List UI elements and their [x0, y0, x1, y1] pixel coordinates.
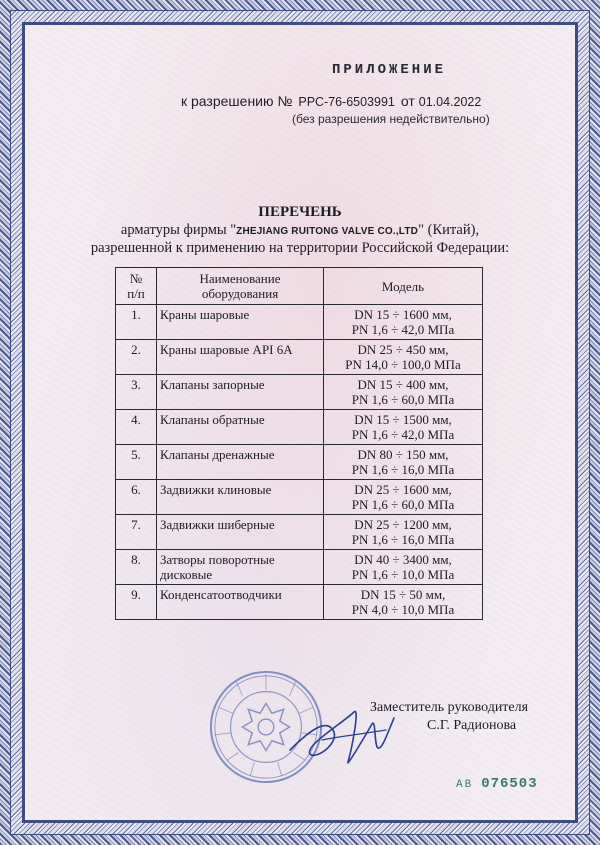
header-name: Наименование оборудования — [157, 268, 324, 305]
model-dn-range: DN 15 ÷ 1500 мм, — [354, 412, 452, 427]
row-number: 1. — [116, 305, 157, 340]
model-pn-range: PN 4,0 ÷ 10,0 МПа — [351, 602, 455, 617]
model-dn-range: DN 80 ÷ 150 мм, — [357, 447, 449, 462]
permit-date-label: от — [400, 93, 415, 109]
table-header-row — [116, 268, 483, 305]
list-subtitle-scope: разрешенной к применению на территории Российской Федерации: — [90, 240, 510, 256]
equipment-model — [324, 410, 483, 445]
equipment-name: Клапаны запорные — [157, 375, 324, 410]
model-pn-range: PN 1,6 ÷ 10,0 МПа — [351, 567, 455, 582]
table-row — [116, 410, 483, 445]
firm-name: ZHEJIANG RUITONG VALVE CO.,LTD — [236, 226, 419, 237]
model-pn-range: PN 1,6 ÷ 42,0 МПа — [351, 322, 455, 337]
subtitle-prefix: арматуры фирмы " — [120, 222, 237, 238]
equipment-name: Краны шаровые — [157, 305, 324, 340]
model-pn-range: PN 1,6 ÷ 60,0 МПа — [351, 392, 455, 407]
model-pn-range: PN 1,6 ÷ 16,0 МПа — [351, 532, 455, 547]
equipment-model — [324, 480, 483, 515]
signatory-name: С.Г. Радионова — [427, 718, 517, 733]
equipment-name: Клапаны дренажные — [157, 445, 324, 480]
list-subtitle-firm — [0, 222, 600, 239]
equipment-name: Задвижки шиберные — [157, 515, 324, 550]
model-pn-range: PN 1,6 ÷ 42,0 МПа — [351, 427, 455, 442]
model-dn-range: DN 25 ÷ 450 мм, — [357, 342, 449, 357]
model-dn-range: DN 15 ÷ 1600 мм, — [354, 307, 452, 322]
equipment-model — [324, 585, 483, 620]
row-number: 6. — [116, 480, 157, 515]
permit-reference — [181, 93, 481, 109]
serial-series: АВ — [456, 779, 474, 791]
table-row — [116, 445, 483, 480]
row-number: 9. — [116, 585, 157, 620]
validity-note: (без разрешения недействительно) — [292, 112, 490, 126]
equipment-name: Затворы поворотные дисковые — [157, 550, 324, 585]
equipment-name: Конденсатоотводчики — [157, 585, 324, 620]
model-pn-range: PN 1,6 ÷ 60,0 МПа — [351, 497, 455, 512]
signatory-title: Заместитель руководителя — [370, 700, 529, 715]
model-dn-range: DN 15 ÷ 400 мм, — [357, 377, 449, 392]
subtitle-suffix: " (Китай), — [418, 222, 480, 238]
row-number: 8. — [116, 550, 157, 585]
model-dn-range: DN 25 ÷ 1200 мм, — [354, 517, 452, 532]
table-row — [116, 340, 483, 375]
equipment-name: Задвижки клиновые — [157, 480, 324, 515]
table-row — [116, 305, 483, 340]
equipment-model — [324, 515, 483, 550]
equipment-model — [324, 550, 483, 585]
equipment-model — [324, 305, 483, 340]
serial-number: 076503 — [481, 776, 538, 792]
row-number: 2. — [116, 340, 157, 375]
model-dn-range: DN 25 ÷ 1600 мм, — [354, 482, 452, 497]
appendix-title: ПРИЛОЖЕНИЕ — [332, 62, 447, 78]
row-number: 3. — [116, 375, 157, 410]
equipment-model — [324, 445, 483, 480]
table-row — [116, 375, 483, 410]
permit-number: РРС-76-6503991 — [298, 95, 395, 109]
permit-date: 01.04.2022 — [418, 95, 482, 109]
list-title: ПЕРЕЧЕНЬ — [258, 204, 342, 220]
row-number: 5. — [116, 445, 157, 480]
table-row — [116, 585, 483, 620]
model-dn-range: DN 40 ÷ 3400 мм, — [354, 552, 452, 567]
table-row — [116, 480, 483, 515]
header-number: № п/п — [116, 268, 157, 305]
table-row — [116, 550, 483, 585]
equipment-model — [324, 375, 483, 410]
equipment-name: Клапаны обратные — [157, 410, 324, 445]
header-model: Модель — [324, 268, 483, 305]
equipment-name: Краны шаровые API 6A — [157, 340, 324, 375]
form-serial-number — [456, 776, 538, 792]
table-row — [116, 515, 483, 550]
equipment-table — [115, 267, 483, 620]
row-number: 7. — [116, 515, 157, 550]
permit-label: к разрешению № — [181, 93, 293, 109]
row-number: 4. — [116, 410, 157, 445]
model-pn-range: PN 14,0 ÷ 100,0 МПа — [345, 357, 461, 372]
model-dn-range: DN 15 ÷ 50 мм, — [360, 587, 446, 602]
model-pn-range: PN 1,6 ÷ 16,0 МПа — [351, 462, 455, 477]
equipment-model — [324, 340, 483, 375]
